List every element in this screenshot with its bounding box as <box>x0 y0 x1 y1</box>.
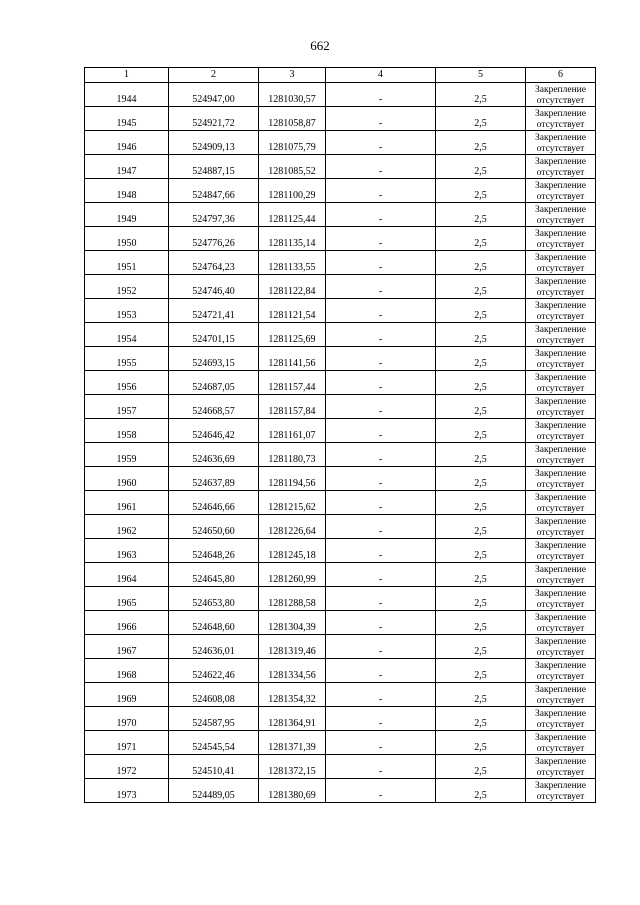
table-row <box>85 683 596 707</box>
column-4-cell: - <box>326 371 436 395</box>
fixing-status-cell: Закрепление отсутствует <box>526 635 596 659</box>
point-number-cell: 1949 <box>85 203 169 227</box>
y-coordinate-cell: 1281121,54 <box>259 299 326 323</box>
column-4-cell: - <box>326 155 436 179</box>
x-coordinate-cell: 524608,08 <box>169 683 259 707</box>
point-number-cell: 1944 <box>85 83 169 107</box>
table-row <box>85 395 596 419</box>
fixing-status-cell: Закрепление отсутствует <box>526 467 596 491</box>
fixing-status-cell: Закрепление отсутствует <box>526 659 596 683</box>
point-number-cell: 1959 <box>85 443 169 467</box>
accuracy-cell: 2,5 <box>436 779 526 803</box>
fixing-status-cell: Закрепление отсутствует <box>526 83 596 107</box>
point-number-cell: 1952 <box>85 275 169 299</box>
column-header: 2 <box>169 68 259 83</box>
y-coordinate-cell: 1281085,52 <box>259 155 326 179</box>
point-number-cell: 1965 <box>85 587 169 611</box>
accuracy-cell: 2,5 <box>436 83 526 107</box>
table-row <box>85 467 596 491</box>
x-coordinate-cell: 524637,89 <box>169 467 259 491</box>
point-number-cell: 1964 <box>85 563 169 587</box>
x-coordinate-cell: 524746,40 <box>169 275 259 299</box>
accuracy-cell: 2,5 <box>436 107 526 131</box>
point-number-cell: 1955 <box>85 347 169 371</box>
fixing-status-cell: Закрепление отсутствует <box>526 323 596 347</box>
x-coordinate-cell: 524646,66 <box>169 491 259 515</box>
fixing-status-cell: Закрепление отсутствует <box>526 515 596 539</box>
y-coordinate-cell: 1281354,32 <box>259 683 326 707</box>
x-coordinate-cell: 524489,05 <box>169 779 259 803</box>
x-coordinate-cell: 524687,05 <box>169 371 259 395</box>
y-coordinate-cell: 1281380,69 <box>259 779 326 803</box>
accuracy-cell: 2,5 <box>436 539 526 563</box>
accuracy-cell: 2,5 <box>436 659 526 683</box>
y-coordinate-cell: 1281364,91 <box>259 707 326 731</box>
x-coordinate-cell: 524721,41 <box>169 299 259 323</box>
table-row <box>85 659 596 683</box>
y-coordinate-cell: 1281100,29 <box>259 179 326 203</box>
accuracy-cell: 2,5 <box>436 683 526 707</box>
point-number-cell: 1947 <box>85 155 169 179</box>
table-row <box>85 275 596 299</box>
y-coordinate-cell: 1281141,56 <box>259 347 326 371</box>
y-coordinate-cell: 1281334,56 <box>259 659 326 683</box>
fixing-status-cell: Закрепление отсутствует <box>526 755 596 779</box>
y-coordinate-cell: 1281030,57 <box>259 83 326 107</box>
column-4-cell: - <box>326 755 436 779</box>
point-number-cell: 1956 <box>85 371 169 395</box>
column-header: 5 <box>436 68 526 83</box>
table-body <box>85 68 596 803</box>
column-4-cell: - <box>326 251 436 275</box>
point-number-cell: 1954 <box>85 323 169 347</box>
accuracy-cell: 2,5 <box>436 515 526 539</box>
table-row <box>85 539 596 563</box>
y-coordinate-cell: 1281319,46 <box>259 635 326 659</box>
table-row <box>85 371 596 395</box>
page-number: 662 <box>310 38 330 53</box>
point-number-cell: 1948 <box>85 179 169 203</box>
point-number-cell: 1966 <box>85 611 169 635</box>
y-coordinate-cell: 1281135,14 <box>259 227 326 251</box>
table-row <box>85 491 596 515</box>
accuracy-cell: 2,5 <box>436 251 526 275</box>
column-4-cell: - <box>326 323 436 347</box>
column-4-cell: - <box>326 707 436 731</box>
table-row <box>85 611 596 635</box>
column-4-cell: - <box>326 731 436 755</box>
accuracy-cell: 2,5 <box>436 155 526 179</box>
column-4-cell: - <box>326 227 436 251</box>
column-4-cell: - <box>326 347 436 371</box>
y-coordinate-cell: 1281058,87 <box>259 107 326 131</box>
x-coordinate-cell: 524510,41 <box>169 755 259 779</box>
y-coordinate-cell: 1281157,84 <box>259 395 326 419</box>
table-row <box>85 83 596 107</box>
fixing-status-cell: Закрепление отсутствует <box>526 227 596 251</box>
accuracy-cell: 2,5 <box>436 731 526 755</box>
y-coordinate-cell: 1281372,15 <box>259 755 326 779</box>
fixing-status-cell: Закрепление отсутствует <box>526 203 596 227</box>
fixing-status-cell: Закрепление отсутствует <box>526 443 596 467</box>
y-coordinate-cell: 1281194,56 <box>259 467 326 491</box>
point-number-cell: 1946 <box>85 131 169 155</box>
table-row <box>85 107 596 131</box>
fixing-status-cell: Закрепление отсутствует <box>526 107 596 131</box>
fixing-status-cell: Закрепление отсутствует <box>526 347 596 371</box>
column-4-cell: - <box>326 83 436 107</box>
fixing-status-cell: Закрепление отсутствует <box>526 179 596 203</box>
point-number-cell: 1957 <box>85 395 169 419</box>
fixing-status-cell: Закрепление отсутствует <box>526 155 596 179</box>
x-coordinate-cell: 524701,15 <box>169 323 259 347</box>
column-4-cell: - <box>326 539 436 563</box>
column-4-cell: - <box>326 419 436 443</box>
accuracy-cell: 2,5 <box>436 179 526 203</box>
accuracy-cell: 2,5 <box>436 275 526 299</box>
fixing-status-cell: Закрепление отсутствует <box>526 131 596 155</box>
table-row <box>85 779 596 803</box>
column-4-cell: - <box>326 779 436 803</box>
y-coordinate-cell: 1281215,62 <box>259 491 326 515</box>
accuracy-cell: 2,5 <box>436 323 526 347</box>
accuracy-cell: 2,5 <box>436 587 526 611</box>
accuracy-cell: 2,5 <box>436 299 526 323</box>
header-row <box>85 68 596 83</box>
column-4-cell: - <box>326 635 436 659</box>
fixing-status-cell: Закрепление отсутствует <box>526 395 596 419</box>
x-coordinate-cell: 524887,15 <box>169 155 259 179</box>
accuracy-cell: 2,5 <box>436 635 526 659</box>
fixing-status-cell: Закрепление отсутствует <box>526 275 596 299</box>
column-4-cell: - <box>326 179 436 203</box>
column-4-cell: - <box>326 443 436 467</box>
accuracy-cell: 2,5 <box>436 131 526 155</box>
x-coordinate-cell: 524668,57 <box>169 395 259 419</box>
point-number-cell: 1953 <box>85 299 169 323</box>
table-row <box>85 131 596 155</box>
y-coordinate-cell: 1281161,07 <box>259 419 326 443</box>
accuracy-cell: 2,5 <box>436 347 526 371</box>
x-coordinate-cell: 524776,26 <box>169 227 259 251</box>
point-number-cell: 1967 <box>85 635 169 659</box>
column-4-cell: - <box>326 299 436 323</box>
fixing-status-cell: Закрепление отсутствует <box>526 707 596 731</box>
y-coordinate-cell: 1281260,99 <box>259 563 326 587</box>
table-row <box>85 731 596 755</box>
column-4-cell: - <box>326 659 436 683</box>
column-4-cell: - <box>326 203 436 227</box>
x-coordinate-cell: 524636,01 <box>169 635 259 659</box>
table-row <box>85 587 596 611</box>
y-coordinate-cell: 1281180,73 <box>259 443 326 467</box>
accuracy-cell: 2,5 <box>436 395 526 419</box>
table-row <box>85 227 596 251</box>
fixing-status-cell: Закрепление отсутствует <box>526 371 596 395</box>
column-4-cell: - <box>326 563 436 587</box>
fixing-status-cell: Закрепление отсутствует <box>526 563 596 587</box>
accuracy-cell: 2,5 <box>436 443 526 467</box>
table-row <box>85 251 596 275</box>
x-coordinate-cell: 524648,60 <box>169 611 259 635</box>
x-coordinate-cell: 524797,36 <box>169 203 259 227</box>
table-row <box>85 563 596 587</box>
column-4-cell: - <box>326 467 436 491</box>
accuracy-cell: 2,5 <box>436 563 526 587</box>
x-coordinate-cell: 524648,26 <box>169 539 259 563</box>
column-4-cell: - <box>326 275 436 299</box>
table-row <box>85 323 596 347</box>
column-4-cell: - <box>326 611 436 635</box>
table-row <box>85 419 596 443</box>
accuracy-cell: 2,5 <box>436 467 526 491</box>
fixing-status-cell: Закрепление отсутствует <box>526 683 596 707</box>
table-row <box>85 707 596 731</box>
fixing-status-cell: Закрепление отсутствует <box>526 539 596 563</box>
column-4-cell: - <box>326 395 436 419</box>
x-coordinate-cell: 524921,72 <box>169 107 259 131</box>
table-row <box>85 515 596 539</box>
point-number-cell: 1973 <box>85 779 169 803</box>
point-number-cell: 1951 <box>85 251 169 275</box>
y-coordinate-cell: 1281122,84 <box>259 275 326 299</box>
column-header: 1 <box>85 68 169 83</box>
accuracy-cell: 2,5 <box>436 491 526 515</box>
column-header: 6 <box>526 68 596 83</box>
point-number-cell: 1968 <box>85 659 169 683</box>
table-row <box>85 203 596 227</box>
point-number-cell: 1958 <box>85 419 169 443</box>
y-coordinate-cell: 1281371,39 <box>259 731 326 755</box>
point-number-cell: 1960 <box>85 467 169 491</box>
point-number-cell: 1963 <box>85 539 169 563</box>
table-row <box>85 299 596 323</box>
column-header: 4 <box>326 68 436 83</box>
column-4-cell: - <box>326 515 436 539</box>
accuracy-cell: 2,5 <box>436 755 526 779</box>
x-coordinate-cell: 524693,15 <box>169 347 259 371</box>
point-number-cell: 1950 <box>85 227 169 251</box>
fixing-status-cell: Закрепление отсутствует <box>526 779 596 803</box>
point-number-cell: 1962 <box>85 515 169 539</box>
fixing-status-cell: Закрепление отсутствует <box>526 419 596 443</box>
x-coordinate-cell: 524947,00 <box>169 83 259 107</box>
column-4-cell: - <box>326 491 436 515</box>
column-4-cell: - <box>326 107 436 131</box>
table-row <box>85 179 596 203</box>
fixing-status-cell: Закрепление отсутствует <box>526 587 596 611</box>
table-row <box>85 755 596 779</box>
x-coordinate-cell: 524587,95 <box>169 707 259 731</box>
x-coordinate-cell: 524764,23 <box>169 251 259 275</box>
accuracy-cell: 2,5 <box>436 611 526 635</box>
fixing-status-cell: Закрепление отсутствует <box>526 491 596 515</box>
point-number-cell: 1969 <box>85 683 169 707</box>
y-coordinate-cell: 1281075,79 <box>259 131 326 155</box>
point-number-cell: 1972 <box>85 755 169 779</box>
table-row <box>85 347 596 371</box>
y-coordinate-cell: 1281133,55 <box>259 251 326 275</box>
y-coordinate-cell: 1281125,44 <box>259 203 326 227</box>
x-coordinate-cell: 524847,66 <box>169 179 259 203</box>
coordinates-table <box>84 67 596 803</box>
accuracy-cell: 2,5 <box>436 419 526 443</box>
table-row <box>85 155 596 179</box>
x-coordinate-cell: 524622,46 <box>169 659 259 683</box>
fixing-status-cell: Закрепление отсутствует <box>526 251 596 275</box>
y-coordinate-cell: 1281226,64 <box>259 515 326 539</box>
x-coordinate-cell: 524653,80 <box>169 587 259 611</box>
column-header: 3 <box>259 68 326 83</box>
point-number-cell: 1971 <box>85 731 169 755</box>
accuracy-cell: 2,5 <box>436 203 526 227</box>
x-coordinate-cell: 524909,13 <box>169 131 259 155</box>
column-4-cell: - <box>326 683 436 707</box>
accuracy-cell: 2,5 <box>436 371 526 395</box>
y-coordinate-cell: 1281125,69 <box>259 323 326 347</box>
x-coordinate-cell: 524646,42 <box>169 419 259 443</box>
point-number-cell: 1945 <box>85 107 169 131</box>
y-coordinate-cell: 1281288,58 <box>259 587 326 611</box>
table-row <box>85 635 596 659</box>
point-number-cell: 1961 <box>85 491 169 515</box>
x-coordinate-cell: 524645,80 <box>169 563 259 587</box>
accuracy-cell: 2,5 <box>436 227 526 251</box>
x-coordinate-cell: 524636,69 <box>169 443 259 467</box>
fixing-status-cell: Закрепление отсутствует <box>526 611 596 635</box>
x-coordinate-cell: 524650,60 <box>169 515 259 539</box>
point-number-cell: 1970 <box>85 707 169 731</box>
table-row <box>85 443 596 467</box>
fixing-status-cell: Закрепление отсутствует <box>526 731 596 755</box>
column-4-cell: - <box>326 131 436 155</box>
column-4-cell: - <box>326 587 436 611</box>
accuracy-cell: 2,5 <box>436 707 526 731</box>
y-coordinate-cell: 1281304,39 <box>259 611 326 635</box>
y-coordinate-cell: 1281157,44 <box>259 371 326 395</box>
fixing-status-cell: Закрепление отсутствует <box>526 299 596 323</box>
x-coordinate-cell: 524545,54 <box>169 731 259 755</box>
y-coordinate-cell: 1281245,18 <box>259 539 326 563</box>
